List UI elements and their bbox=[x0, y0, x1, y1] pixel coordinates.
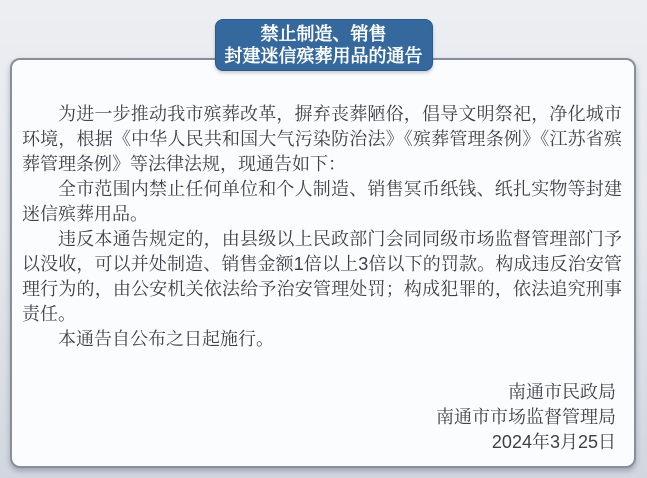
issue-date: 2024年3月25日 bbox=[491, 432, 616, 452]
issuer-line-1: 南通市民政局 bbox=[508, 382, 616, 402]
notice-body bbox=[22, 102, 622, 352]
notice-paragraph-4: 本通告自公布之日起施行。 bbox=[58, 329, 274, 349]
notice-card bbox=[10, 58, 636, 468]
notice-paragraph-2: 全市范围内禁止任何单位和个人制造、销售冥币纸钱、纸扎实物等封建迷信殡葬用品。 bbox=[22, 179, 622, 224]
notice-paragraph-1: 为进一步推动我市殡葬改革，摒弃丧葬陋俗，倡导文明祭祀，净化城市环境，根据《中华人民共和国大气污染防治法》《殡葬管理条例》《江苏省殡葬管理条例》等法律法规，现通告如下： bbox=[22, 104, 622, 174]
signature-block bbox=[22, 380, 622, 455]
notice-title-line-1: 禁止制造、销售 bbox=[260, 24, 387, 44]
notice-paragraph-3: 违反本通告规定的，由县级以上民政部门会同同级市场监督管理部门予以没收，可以并处制造、销售金额1倍以上3倍以下的罚款。构成违反治安管理行为的，由公安机关依法给予治安管理处罚；构成犯罪的，依法追究刑事责任。 bbox=[22, 229, 622, 324]
issuer-line-2: 南通市市场监督管理局 bbox=[436, 407, 616, 427]
notice-title-line-2: 封建迷信殡葬用品的通告 bbox=[224, 46, 423, 66]
notice-title-badge bbox=[215, 19, 433, 71]
